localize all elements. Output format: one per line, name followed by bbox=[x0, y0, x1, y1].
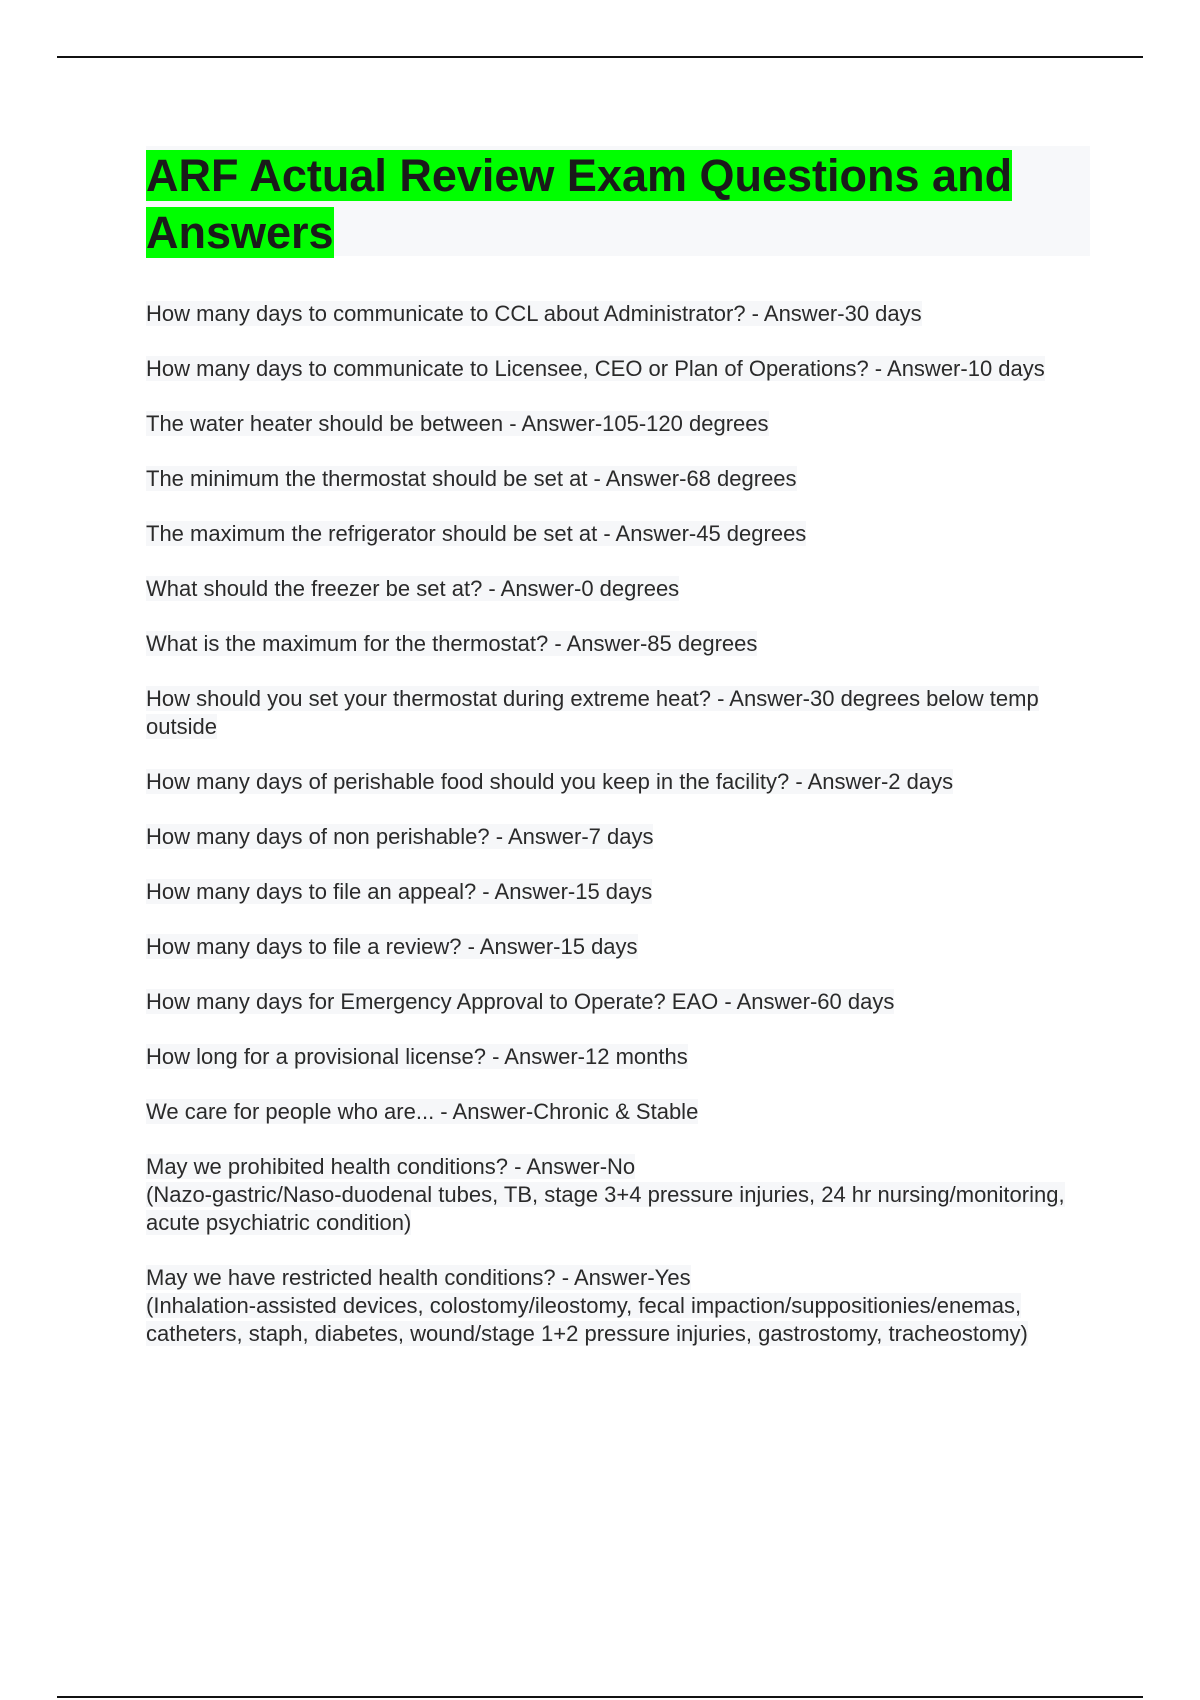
qa-item bbox=[146, 300, 1096, 328]
qa-text: May we prohibited health conditions? - Answer-No bbox=[146, 1154, 636, 1179]
qa-item bbox=[146, 410, 1096, 438]
qa-text: How many days to communicate to CCL about Administrator? - Answer-30 days bbox=[146, 301, 922, 326]
qa-text: What is the maximum for the thermostat? - Answer-85 degrees bbox=[146, 631, 758, 656]
page-title bbox=[146, 147, 1090, 261]
qa-text: How many days for Emergency Approval to Operate? EAO - Answer-60 days bbox=[146, 989, 895, 1014]
qa-item bbox=[146, 823, 1096, 851]
qa-text: May we have restricted health conditions? - Answer-Yes bbox=[146, 1265, 691, 1290]
qa-text: How many days of non perishable? - Answer-7 days bbox=[146, 824, 654, 849]
qa-text: How long for a provisional license? - Answer-12 months bbox=[146, 1044, 688, 1069]
qa-item bbox=[146, 685, 1096, 741]
bottom-divider bbox=[57, 1696, 1143, 1698]
qa-item bbox=[146, 878, 1096, 906]
top-divider bbox=[57, 56, 1143, 58]
qa-item bbox=[146, 1264, 1096, 1348]
qa-list bbox=[146, 300, 1096, 1375]
qa-text: The minimum the thermostat should be set at - Answer-68 degrees bbox=[146, 466, 797, 491]
qa-item bbox=[146, 575, 1096, 603]
qa-text: What should the freezer be set at? - Answer-0 degrees bbox=[146, 576, 680, 601]
qa-item bbox=[146, 630, 1096, 658]
qa-item bbox=[146, 465, 1096, 493]
qa-detail: (Inhalation-assisted devices, colostomy/ileostomy, fecal impaction/suppositionies/enemas, catheters, staph, diabetes, wound/stage 1+2 pressure injuries, gastrostomy, tracheostomy) bbox=[146, 1293, 1028, 1346]
qa-item bbox=[146, 933, 1096, 961]
qa-text: We care for people who are... - Answer-Chronic & Stable bbox=[146, 1099, 699, 1124]
qa-item bbox=[146, 988, 1096, 1016]
qa-text: How many days to communicate to Licensee, CEO or Plan of Operations? - Answer-10 days bbox=[146, 356, 1045, 381]
qa-item bbox=[146, 1098, 1096, 1126]
qa-text: How many days to file a review? - Answer-15 days bbox=[146, 934, 638, 959]
qa-item bbox=[146, 1043, 1096, 1071]
page-title-text: ARF Actual Review Exam Questions and Answers bbox=[146, 150, 1013, 258]
qa-text: How many days to file an appeal? - Answer-15 days bbox=[146, 879, 653, 904]
qa-text: How should you set your thermostat during extreme heat? - Answer-30 degrees below temp outside bbox=[146, 686, 1039, 739]
qa-text: The water heater should be between - Answer-105-120 degrees bbox=[146, 411, 769, 436]
qa-item bbox=[146, 520, 1096, 548]
qa-item bbox=[146, 768, 1096, 796]
qa-text: How many days of perishable food should you keep in the facility? - Answer-2 days bbox=[146, 769, 954, 794]
qa-item bbox=[146, 355, 1096, 383]
qa-text: The maximum the refrigerator should be set at - Answer-45 degrees bbox=[146, 521, 807, 546]
qa-detail: (Nazo-gastric/Naso-duodenal tubes, TB, stage 3+4 pressure injuries, 24 hr nursing/monitoring, acute psychiatric condition) bbox=[146, 1182, 1065, 1235]
qa-item bbox=[146, 1153, 1096, 1237]
